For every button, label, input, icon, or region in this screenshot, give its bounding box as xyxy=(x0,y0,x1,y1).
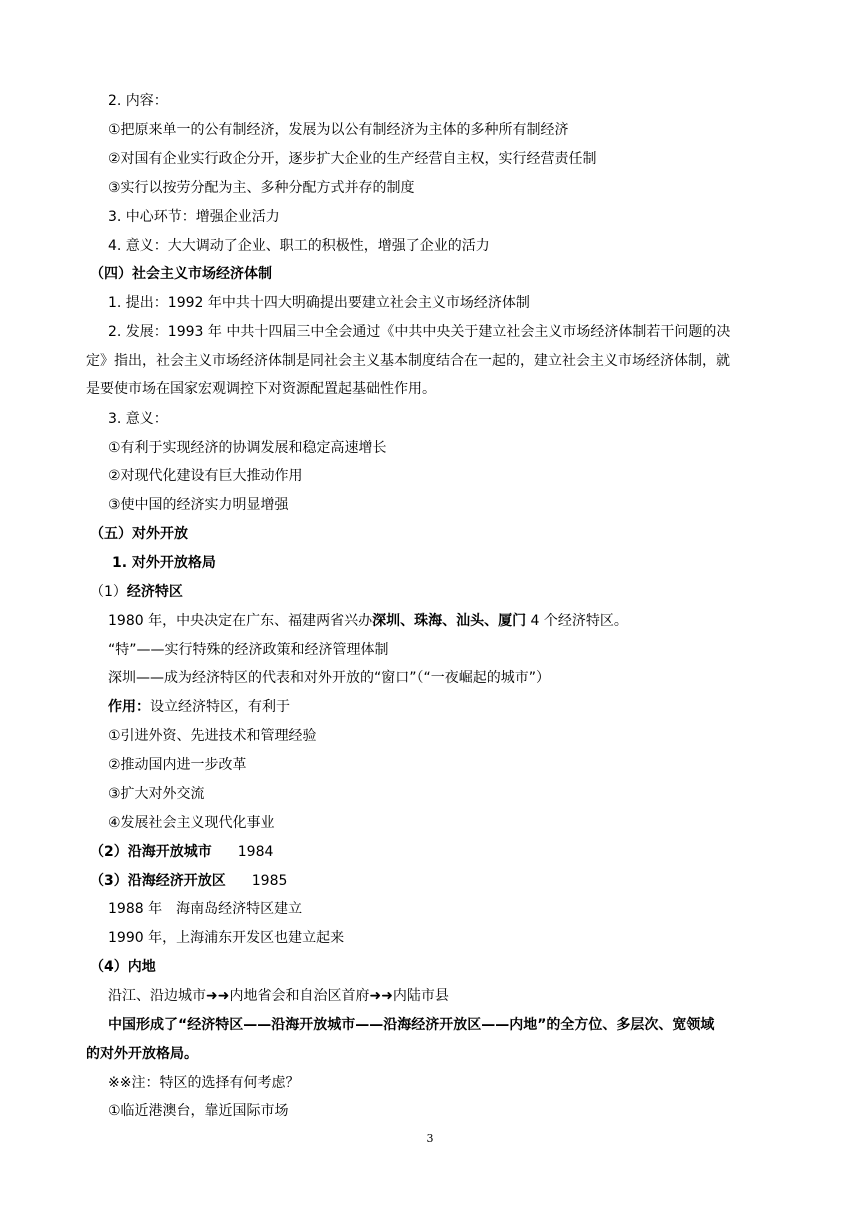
text-line: 1990 年，上海浦东开发区也建立起来 xyxy=(108,930,345,946)
text-line: ①把原来单一的公有制经济，发展为以公有制经济为主体的多种所有制经济 xyxy=(108,122,569,138)
text-line: 是要使市场在国家宏观调控下对资源配置起基础性作用。 xyxy=(86,381,436,397)
text-line: ②对国有企业实行政企分开，逐步扩大企业的生产经营自主权，实行经营责任制 xyxy=(108,151,597,167)
item-year: 1984 xyxy=(237,844,274,860)
text-line: 3. 中心环节：增强企业活力 xyxy=(108,209,280,225)
text-line: 4. 意义：大大调动了企业、职工的积极性，增强了企业的活力 xyxy=(108,238,490,254)
subsection-heading: 1. 对外开放格局 xyxy=(112,555,216,571)
page-number: 3 xyxy=(426,1132,434,1145)
text-line: ②推动国内进一步改革 xyxy=(108,757,247,773)
summary-line: 的对外开放格局。 xyxy=(86,1046,198,1062)
text-line: 沿江、沿边城市➜➜内地省会和自治区首府➜➜内陆市县 xyxy=(108,988,449,1004)
section-heading: （四）社会主义市场经济体制 xyxy=(90,266,272,282)
text-line: 3. 意义： xyxy=(108,411,168,427)
label: 作用： xyxy=(108,699,150,715)
text-line: 定》指出，社会主义市场经济体制是同社会主义基本制度结合在一起的，建立社会主义市场经济体制，就 xyxy=(86,353,730,369)
text-line: 1. 提出：1992 年中共十四大明确提出要建立社会主义市场经济体制 xyxy=(108,295,530,311)
item-title: 经济特区 xyxy=(126,584,183,600)
item-heading xyxy=(90,871,287,891)
text-span: 1980 年，中央决定在广东、福建两省兴办 xyxy=(108,613,373,629)
text-line: 2. 内容： xyxy=(108,93,168,109)
summary-line: 中国形成了“经济特区——沿海开放城市——沿海经济开放区——内地”的全方位、多层次、宽领域 xyxy=(108,1017,715,1033)
text-line: ④发展社会主义现代化事业 xyxy=(108,815,275,831)
city-list: 深圳、珠海、汕头、厦门 xyxy=(372,613,527,629)
text-line xyxy=(108,697,290,717)
text-line: ③扩大对外交流 xyxy=(108,786,205,802)
text-line: 1988 年 海南岛经济特区建立 xyxy=(108,901,303,917)
item-title: （2）沿海开放城市 xyxy=(90,844,212,860)
item-title: （3）沿海经济开放区 xyxy=(90,873,226,889)
item-heading xyxy=(90,842,273,862)
section-heading: （五）对外开放 xyxy=(90,526,188,542)
text-line: ①有利于实现经济的协调发展和稳定高速增长 xyxy=(108,440,387,456)
text-line: 2. 发展：1993 年 中共十四届三中全会通过《中共中央关于建立社会主义市场经济体制若干问题的决 xyxy=(108,324,731,340)
item-year: 1985 xyxy=(251,873,288,889)
text-span: 设立经济特区，有利于 xyxy=(150,699,290,715)
text-line xyxy=(108,611,628,631)
text-line: “特”——实行特殊的经济政策和经济管理体制 xyxy=(108,642,389,658)
text-line: ※※注：特区的选择有何考虑？ xyxy=(108,1075,300,1091)
item-number: （1） xyxy=(90,584,127,600)
item-heading: （4）内地 xyxy=(90,959,156,975)
text-line: 深圳——成为经济特区的代表和对外开放的“窗口”（“一夜崛起的城市”） xyxy=(108,670,551,686)
text-line: ③使中国的经济实力明显增强 xyxy=(108,497,289,513)
text-line: ③实行以按劳分配为主、多种分配方式并存的制度 xyxy=(108,180,415,196)
item-heading xyxy=(90,582,183,602)
text-line: ②对现代化建设有巨大推动作用 xyxy=(108,468,303,484)
text-line: ①引进外资、先进技术和管理经验 xyxy=(108,728,317,744)
text-span: 4 个经济特区。 xyxy=(526,613,628,629)
text-line: ①临近港澳台，靠近国际市场 xyxy=(108,1103,289,1119)
